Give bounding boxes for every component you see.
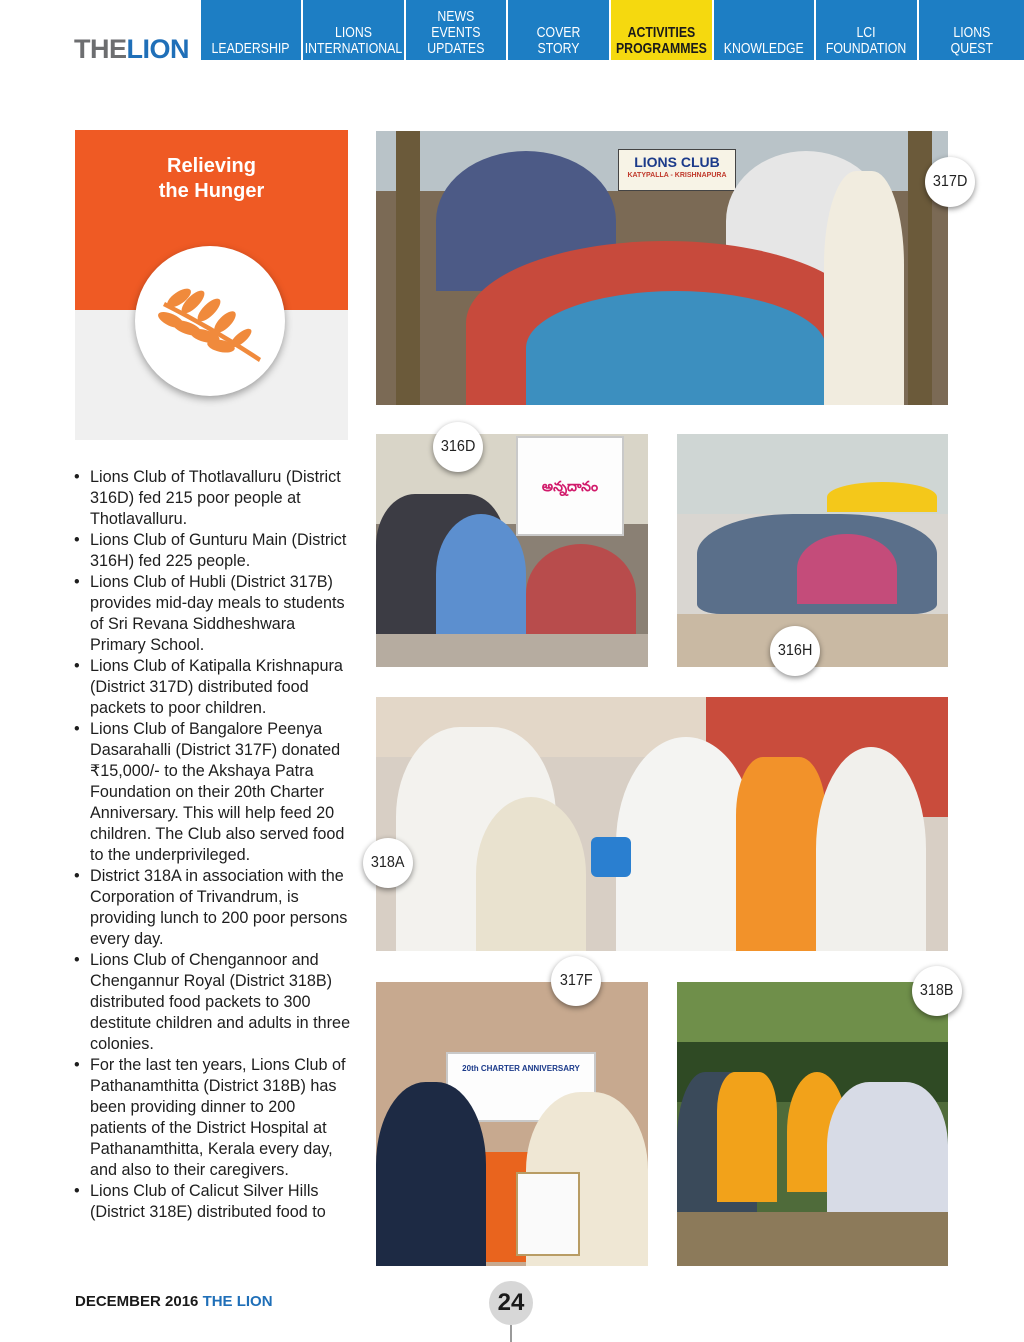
- district-label: 317D: [932, 173, 968, 190]
- photo-318b: [677, 982, 948, 1266]
- tab-lions-international[interactable]: [303, 0, 404, 60]
- district-label-badge: [912, 966, 962, 1016]
- list-item: • Lions Club of Hubli (District 317B) provides mid-day meals to students of Sri Revana Siddheshwara Primary School.: [74, 572, 354, 656]
- tab-cover-story[interactable]: [508, 0, 609, 60]
- banner-text: అన్నదానం: [541, 478, 599, 494]
- footer-issue: [75, 1293, 273, 1310]
- district-label: 318B: [920, 982, 954, 999]
- list-item: • Lions Club of Thotlavalluru (District 316D) fed 215 poor people at Thotlavalluru.: [74, 467, 354, 530]
- section-title: [75, 154, 348, 204]
- tab-activities-programmes[interactable]: [611, 0, 712, 60]
- tab-lci-foundation[interactable]: [816, 0, 917, 60]
- banner-text: 20th CHARTER ANNIVERSARY: [462, 1064, 580, 1073]
- logo-lion: LION: [126, 34, 189, 64]
- tab-news-events-updates[interactable]: [406, 0, 506, 60]
- page-number: 24: [489, 1281, 533, 1325]
- list-item: • Lions Club of Katipalla Krishnapura (District 317D) distributed food packets to poor children.: [74, 656, 354, 719]
- footer-date: DECEMBER 2016: [75, 1293, 199, 1310]
- list-item: • For the last ten years, Lions Club of Pathanamthitta (District 318B) has been providing dinner to 200 patients of the District Hospital at Pathanamthitta, Kerala every day, and also to their caregivers.: [74, 1055, 354, 1181]
- tab-knowledge[interactable]: [714, 0, 814, 60]
- tab-leadership[interactable]: [201, 0, 301, 60]
- section-header-panel: [75, 130, 348, 440]
- photo-316h: [677, 434, 948, 667]
- banner-subtitle: KATYPALLA - KRISHNAPURA: [627, 172, 727, 179]
- district-label-badge: [770, 626, 820, 676]
- list-item: • Lions Club of Chengannoor and Chengannur Royal (District 318B) distributed food packets to 300 destitute children and adults in three colonies.: [74, 950, 354, 1055]
- photo-317d: [376, 131, 948, 405]
- activities-list: [74, 467, 354, 1223]
- district-label-badge: [925, 157, 975, 207]
- district-label: 316D: [440, 438, 476, 455]
- section-title-line1: Relieving: [167, 155, 256, 177]
- tab-label: NEWS EVENTS UPDATES: [427, 8, 485, 57]
- photo-316d: [376, 434, 648, 667]
- tab-label: COVER STORY: [536, 24, 581, 57]
- list-item: • Lions Club of Bangalore Peenya Dasarahalli (District 317F) donated ₹15,000/- to the Akshaya Patra Foundation on their 20th Charter Anniversary. This will help feed 20 children. The Club also served food to the underprivileged.: [74, 719, 354, 866]
- tab-label: LIONS INTERNATIONAL: [304, 24, 403, 57]
- list-item: • Lions Club of Calicut Silver Hills (District 318E) distributed food to: [74, 1181, 354, 1223]
- footer-brand: THE LION: [202, 1293, 273, 1310]
- photo-banner: [516, 436, 624, 536]
- section-title-line2: the Hunger: [158, 180, 265, 202]
- photo-318a: [376, 697, 948, 951]
- list-item: • District 318A in association with the Corporation of Trivandrum, is providing lunch to 200 poor persons every day.: [74, 866, 354, 950]
- section-badge: [135, 246, 285, 396]
- tab-label: ACTIVITIES PROGRAMMES: [616, 24, 707, 57]
- photo-317f: [376, 982, 648, 1266]
- tab-label: LCI FOUNDATION: [826, 24, 907, 57]
- district-label: 316H: [777, 642, 813, 659]
- banner-title: LIONS CLUB: [634, 154, 720, 170]
- tab-lions-quest[interactable]: [919, 0, 1024, 60]
- district-label-badge: [363, 838, 413, 888]
- wheat-icon: [157, 276, 263, 366]
- photo-banner: [618, 149, 736, 191]
- district-label-badge: [551, 956, 601, 1006]
- district-label-badge: [433, 422, 483, 472]
- magazine-logo[interactable]: [74, 34, 189, 65]
- tab-label: LEADERSHIP: [212, 40, 290, 57]
- tab-label: KNOWLEDGE: [724, 40, 804, 57]
- tab-label: LIONS QUEST: [950, 24, 993, 57]
- list-item: • Lions Club of Gunturu Main (District 316H) fed 225 people.: [74, 530, 354, 572]
- district-label: 318A: [371, 854, 405, 871]
- district-label: 317F: [559, 972, 593, 989]
- page-divider: [510, 1325, 512, 1342]
- logo-the: THE: [74, 34, 127, 64]
